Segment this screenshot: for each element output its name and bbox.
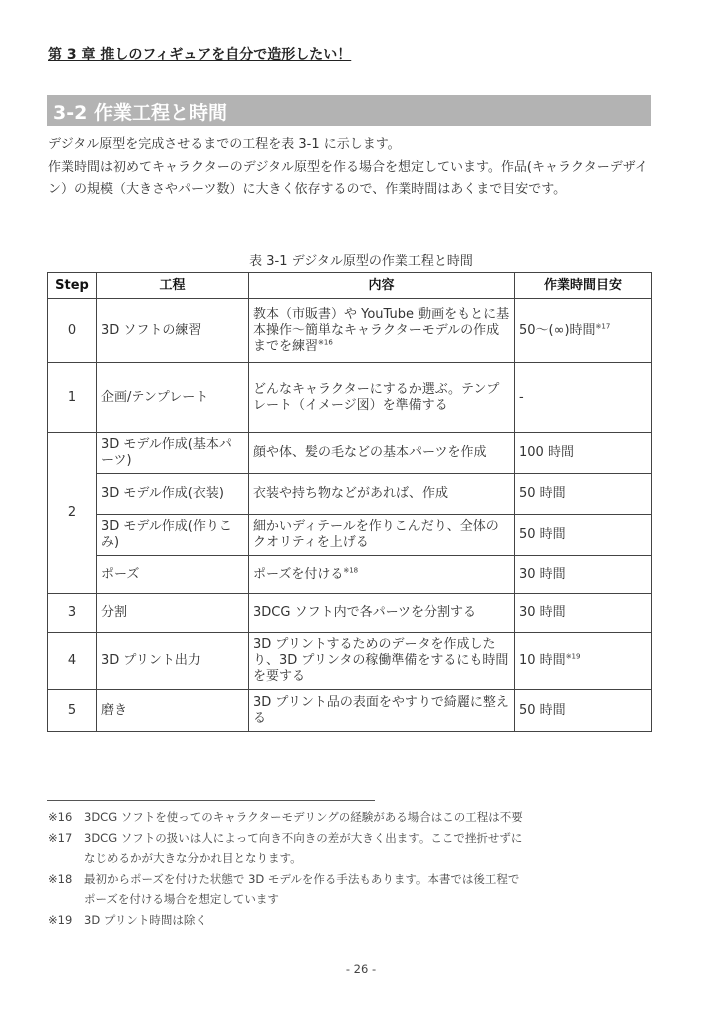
table-row: [48, 433, 652, 474]
header-step: Step: [48, 273, 97, 299]
process-cell: 3D プリント出力: [97, 633, 249, 690]
content-cell: どんなキャラクターにするか選ぶ。テンプレート（イメージ図）を準備する: [249, 363, 515, 433]
table-row: [48, 556, 652, 594]
process-cell: 企画/テンプレート: [97, 363, 249, 433]
process-cell: 分割: [97, 594, 249, 633]
header-time: 作業時間目安: [515, 273, 652, 299]
time-cell: [515, 633, 652, 690]
time-cell: -: [515, 363, 652, 433]
footnote-ref: ※18: [343, 566, 359, 575]
footnote-mark: ※18: [48, 871, 73, 886]
table-row: [48, 690, 652, 732]
intro-line-2: 作業時間は初めてキャラクターのデジタル原型を作る場合を想定しています。作品(キャラクターデザイン）の規模（大きさやパーツ数）に大きく依存するので、作業時間はあくまで目安です。: [48, 159, 648, 197]
table-row: [48, 594, 652, 633]
table-row: [48, 299, 652, 363]
footnote-mark: ※17: [48, 830, 73, 845]
footnote-ref: ※16: [318, 338, 333, 347]
table-row: [48, 363, 652, 433]
table-row: [48, 474, 652, 515]
footnote-item: [48, 869, 652, 890]
time-cell: 50 時間: [515, 515, 652, 556]
footnote-item: [48, 828, 652, 849]
process-cell: 3D モデル作成(衣装): [97, 474, 249, 515]
time-cell: 50 時間: [515, 474, 652, 515]
footnote-ref: ※19: [565, 652, 581, 661]
footnote-text: 最初からポーズを付けた状態で 3D モデルを作る手法もあります。本書では後工程で: [84, 871, 520, 886]
process-cell: 3D モデル作成(基本パーツ): [97, 433, 249, 474]
time-cell: 30 時間: [515, 556, 652, 594]
footnote-item: [48, 807, 652, 828]
content-cell: 3DCG ソフト内で各パーツを分割する: [249, 594, 515, 633]
content-cell: 3D プリント品の表面をやすりで綺麗に整える: [249, 690, 515, 732]
header-content: 内容: [249, 273, 515, 299]
time-cell: 100 時間: [515, 433, 652, 474]
footnote-divider: [47, 800, 375, 801]
step-cell: 0: [48, 299, 97, 363]
time-cell: 30 時間: [515, 594, 652, 633]
page-number: - 26 -: [345, 962, 377, 976]
process-table: [47, 272, 652, 732]
footnote-text: 3D プリント時間は除く: [84, 912, 207, 927]
process-cell: 3D モデル作成(作りこみ): [97, 515, 249, 556]
content-cell: 細かいディテールを作りこんだり、全体のクオリティを上げる: [249, 515, 515, 556]
content-cell: [249, 556, 515, 594]
time-text: 50～(∞)時間: [519, 322, 596, 338]
process-cell: 3D ソフトの練習: [97, 299, 249, 363]
time-cell: 50 時間: [515, 690, 652, 732]
footnote-text: 3DCG ソフトの扱いは人によって向き不向きの差が大きく出ます。ここで挫折せずに: [84, 830, 523, 845]
content-cell: 3D プリントするためのデータを作成したり、3D プリンタの稼働準備をするにも時間を要する: [249, 633, 515, 690]
time-cell: [515, 299, 652, 363]
intro-paragraph: [48, 134, 652, 202]
chapter-heading: 第 3 章 推しのフィギュアを自分で造形したい！: [48, 47, 352, 63]
step-cell: 3: [48, 594, 97, 633]
content-cell: [249, 299, 515, 363]
content-text: 教本（市販書）や YouTube 動画をもとに基本操作～簡単なキャラクターモデルの作成までを練習: [253, 306, 510, 354]
content-text: ポーズを付ける: [253, 566, 344, 582]
footnote-text: 3DCG ソフトを使ってのキャラクターモデリングの経験がある場合はこの工程は不要: [84, 810, 523, 824]
footnotes: [48, 807, 652, 930]
time-text: 10 時間: [519, 653, 566, 668]
footnote-continuation: なじめるかが大きな分かれ目となります。: [84, 851, 302, 865]
table-caption: 表 3-1 デジタル原型の作業工程と時間: [249, 254, 473, 269]
table-row: [48, 633, 652, 690]
section-title: 3-2 作業工程と時間: [53, 102, 227, 124]
table-row: [48, 515, 652, 556]
step-cell: 4: [48, 633, 97, 690]
footnote-mark: ※16: [48, 810, 73, 824]
step-cell: 2: [48, 433, 97, 594]
section-heading-bar: [47, 95, 651, 126]
intro-line-1: デジタル原型を完成させるまでの工程を表 3-1 に示します。: [48, 137, 401, 152]
content-cell: 顔や体、髪の毛などの基本パーツを作成: [249, 433, 515, 474]
footnote-mark: ※19: [48, 912, 73, 927]
header-process: 工程: [97, 273, 249, 299]
process-cell: ポーズ: [97, 556, 249, 594]
content-cell: 衣装や持ち物などがあれば、作成: [249, 474, 515, 515]
footnote-item: [48, 910, 652, 931]
step-cell: 5: [48, 690, 97, 732]
table-header-row: [48, 273, 652, 299]
process-cell: 磨き: [97, 690, 249, 732]
step-cell: 1: [48, 363, 97, 433]
footnote-ref: ※17: [595, 322, 611, 331]
footnote-continuation: ポーズを付ける場合を想定しています: [84, 892, 279, 906]
